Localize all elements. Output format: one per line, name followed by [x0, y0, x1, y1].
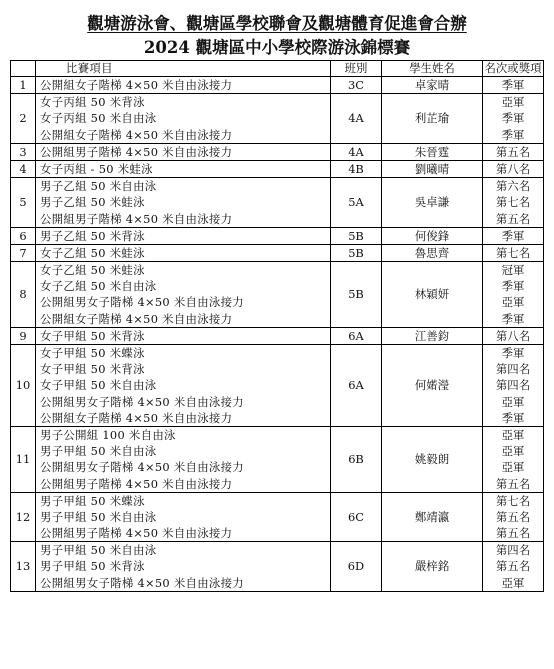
- class-value: 6D: [347, 559, 365, 574]
- award-cell: [483, 178, 544, 228]
- event-item: 公開組男子階梯 4×50 米自由泳接力: [40, 144, 233, 159]
- event-cell: [36, 542, 331, 592]
- class-value: 5B: [348, 228, 364, 243]
- award-cell: [483, 492, 544, 542]
- student-name-cell: [382, 160, 483, 177]
- class-cell: [331, 262, 382, 328]
- class-cell: [331, 77, 382, 94]
- student-name-cell: [382, 492, 483, 542]
- student-name-cell: [382, 244, 483, 261]
- header-student-name: 學生姓名: [382, 61, 483, 77]
- student-name: 魯思齊: [414, 245, 450, 260]
- student-name-cell: [382, 542, 483, 592]
- event-item: 公開組男女子階梯 4×50 米自由泳接力: [40, 394, 244, 409]
- student-name: 卓家晴: [414, 78, 450, 92]
- award-item: 第七名: [495, 493, 531, 508]
- event-item: 女子甲組 50 米蝶泳: [40, 346, 145, 360]
- student-name: 嚴梓銘: [414, 559, 450, 574]
- table-row: [11, 262, 544, 328]
- table-row: [11, 178, 544, 228]
- row-number-cell: [11, 262, 36, 328]
- event-item: 公開組女子階梯 4×50 米自由泳接力: [40, 410, 233, 425]
- header-event: 比賽項目: [36, 61, 331, 77]
- award-item: 季軍: [501, 127, 525, 142]
- class-value: 5B: [348, 245, 364, 260]
- row-number-cell: [11, 426, 36, 492]
- event-item: 女子甲組 50 米自由泳: [40, 378, 157, 393]
- class-value: 6B: [348, 452, 364, 467]
- event-item: 男子乙組 50 米自由泳: [40, 179, 157, 194]
- event-cell: [36, 178, 331, 228]
- event-cell: [36, 426, 331, 492]
- table-row: [11, 327, 544, 344]
- student-name: 朱晉霆: [414, 144, 450, 159]
- event-item: 女子丙組 - 50 米蛙泳: [40, 161, 153, 176]
- event-item: 女子丙組 50 米背泳: [40, 95, 145, 110]
- event-cell: [36, 244, 331, 261]
- results-table: [10, 60, 544, 592]
- table-row: [11, 143, 544, 160]
- class-value: 3C: [348, 78, 364, 92]
- student-name: 利芷瑜: [414, 111, 450, 126]
- award-cell: [483, 345, 544, 427]
- table-row: [11, 77, 544, 94]
- student-name: 劉曦晴: [414, 161, 450, 176]
- event-item: 男子乙組 50 米蛙泳: [40, 195, 145, 210]
- event-item: 公開組男女子階梯 4×50 米自由泳接力: [40, 295, 244, 310]
- award-item: 第五名: [495, 559, 531, 574]
- award-item: 冠軍: [501, 263, 525, 278]
- student-name-cell: [382, 94, 483, 144]
- row-number: 1: [19, 78, 27, 92]
- award-item: 第八名: [495, 328, 531, 343]
- award-item: 亞軍: [501, 460, 525, 475]
- student-name-cell: [382, 143, 483, 160]
- award-item: 亞軍: [501, 444, 525, 459]
- award-item: 第六名: [495, 179, 531, 194]
- student-name: 何俊鋒: [414, 228, 450, 243]
- class-value: 5B: [348, 287, 364, 302]
- class-cell: [331, 492, 382, 542]
- class-value: 4A: [348, 144, 364, 159]
- award-item: 第四名: [495, 362, 531, 377]
- award-item: 季軍: [501, 311, 525, 326]
- table-row: [11, 94, 544, 144]
- award-cell: [483, 160, 544, 177]
- award-item: 第七名: [495, 195, 531, 210]
- event-item: 女子甲組 50 米背泳: [40, 362, 145, 377]
- class-cell: [331, 178, 382, 228]
- award-item: 亞軍: [501, 394, 525, 409]
- award-item: 亞軍: [501, 295, 525, 310]
- event-item: 公開組男子階梯 4×50 米自由泳接力: [40, 526, 233, 541]
- row-number-cell: [11, 227, 36, 244]
- row-number: 11: [15, 452, 31, 467]
- row-number: 13: [15, 559, 31, 574]
- student-name: 鄭靖瀛: [414, 509, 450, 524]
- event-item: 男子甲組 50 米自由泳: [40, 444, 157, 459]
- row-number: 8: [19, 287, 27, 302]
- row-number-cell: [11, 143, 36, 160]
- header-class: 班別: [331, 61, 382, 77]
- row-number-cell: [11, 160, 36, 177]
- student-name-cell: [382, 178, 483, 228]
- event-item: 女子甲組 50 米背泳: [40, 328, 145, 343]
- class-cell: [331, 227, 382, 244]
- award-item: 季軍: [501, 78, 525, 92]
- class-value: 4B: [348, 161, 364, 176]
- event-item: 女子乙組 50 米蛙泳: [40, 245, 145, 260]
- document-subtitle: 2024 觀塘區中小學校際游泳錦標賽: [143, 38, 411, 57]
- award-cell: [483, 262, 544, 328]
- event-item: 男子公開組 100 米自由泳: [40, 427, 176, 442]
- class-value: 5A: [348, 195, 364, 210]
- award-cell: [483, 542, 544, 592]
- row-number: 10: [15, 378, 31, 393]
- class-cell: [331, 345, 382, 427]
- row-number: 4: [19, 161, 27, 176]
- student-name: 林穎妍: [414, 287, 450, 302]
- event-item: 公開組男子階梯 4×50 米自由泳接力: [40, 476, 233, 491]
- class-value: 6A: [348, 328, 364, 343]
- row-number: 7: [19, 245, 27, 260]
- row-number: 3: [19, 144, 27, 159]
- award-item: 季軍: [501, 111, 525, 126]
- event-cell: [36, 492, 331, 542]
- student-name-cell: [382, 426, 483, 492]
- award-cell: [483, 327, 544, 344]
- award-item: 第七名: [495, 245, 531, 260]
- event-item: 男子甲組 50 米自由泳: [40, 543, 157, 558]
- award-item: 第五名: [495, 476, 531, 491]
- event-item: 男子甲組 50 米背泳: [40, 559, 145, 574]
- award-item: 亞軍: [501, 575, 525, 590]
- award-cell: [483, 244, 544, 261]
- student-name: 吳卓謙: [414, 195, 450, 210]
- class-value: 6C: [348, 509, 364, 524]
- student-name-cell: [382, 345, 483, 427]
- event-item: 公開組男女子階梯 4×50 米自由泳接力: [40, 460, 244, 475]
- row-number-cell: [11, 542, 36, 592]
- event-item: 公開組女子階梯 4×50 米自由泳接力: [40, 127, 233, 142]
- row-number: 9: [19, 328, 27, 343]
- event-item: 公開組男子階梯 4×50 米自由泳接力: [40, 211, 233, 226]
- class-cell: [331, 94, 382, 144]
- class-cell: [331, 542, 382, 592]
- row-number: 12: [15, 509, 31, 524]
- award-item: 第四名: [495, 378, 531, 393]
- document-title: 觀塘游泳會、觀塘區學校聯會及觀塘體育促進會合辦: [87, 14, 467, 33]
- row-number-cell: [11, 244, 36, 261]
- event-item: 公開組男女子階梯 4×50 米自由泳接力: [40, 575, 244, 590]
- table-row: [11, 160, 544, 177]
- award-cell: [483, 143, 544, 160]
- table-row: [11, 345, 544, 427]
- table-row: [11, 492, 544, 542]
- award-item: 第五名: [495, 509, 531, 524]
- award-item: 季軍: [501, 410, 525, 425]
- event-item: 男子甲組 50 米自由泳: [40, 509, 157, 524]
- event-cell: [36, 94, 331, 144]
- row-number-cell: [11, 345, 36, 427]
- event-cell: [36, 143, 331, 160]
- event-item: 女子丙組 50 米自由泳: [40, 111, 157, 126]
- row-number-cell: [11, 492, 36, 542]
- table-row: [11, 542, 544, 592]
- table-row: [11, 244, 544, 261]
- table-row: [11, 227, 544, 244]
- student-name-cell: [382, 227, 483, 244]
- award-item: 亞軍: [501, 95, 525, 110]
- award-item: 第四名: [495, 543, 531, 558]
- award-cell: [483, 77, 544, 94]
- class-value: 4A: [348, 111, 364, 126]
- student-name: 江善鈞: [414, 328, 450, 343]
- table-header-row: [11, 61, 544, 77]
- student-name: 姚毅朗: [414, 452, 450, 467]
- student-name-cell: [382, 327, 483, 344]
- row-number: 2: [19, 111, 27, 126]
- award-cell: [483, 426, 544, 492]
- event-cell: [36, 227, 331, 244]
- event-item: 公開組女子階梯 4×50 米自由泳接力: [40, 311, 233, 326]
- event-item: 女子乙組 50 米自由泳: [40, 279, 157, 294]
- class-cell: [331, 143, 382, 160]
- event-item: 女子乙組 50 米蛙泳: [40, 263, 145, 278]
- award-item: 第八名: [495, 161, 531, 176]
- event-cell: [36, 327, 331, 344]
- header-number: [11, 61, 36, 77]
- event-item: 公開組女子階梯 4×50 米自由泳接力: [40, 78, 233, 92]
- event-item: 男子乙組 50 米背泳: [40, 228, 145, 243]
- row-number: 6: [19, 228, 27, 243]
- award-item: 季軍: [501, 346, 525, 360]
- event-cell: [36, 345, 331, 427]
- event-cell: [36, 262, 331, 328]
- table-row: [11, 426, 544, 492]
- award-item: 第五名: [495, 526, 531, 541]
- award-item: 季軍: [501, 228, 525, 243]
- event-cell: [36, 77, 331, 94]
- row-number-cell: [11, 178, 36, 228]
- award-item: 第五名: [495, 211, 531, 226]
- class-cell: [331, 244, 382, 261]
- award-item: 第五名: [495, 144, 531, 159]
- class-cell: [331, 327, 382, 344]
- class-cell: [331, 426, 382, 492]
- row-number-cell: [11, 77, 36, 94]
- award-cell: [483, 227, 544, 244]
- row-number: 5: [19, 195, 27, 210]
- header-award: 名次或獎項: [483, 61, 544, 77]
- class-value: 6A: [348, 378, 364, 393]
- award-item: 亞軍: [501, 427, 525, 442]
- class-cell: [331, 160, 382, 177]
- student-name-cell: [382, 262, 483, 328]
- student-name-cell: [382, 77, 483, 94]
- event-item: 男子甲組 50 米蝶泳: [40, 493, 145, 508]
- award-cell: [483, 94, 544, 144]
- row-number-cell: [11, 94, 36, 144]
- row-number-cell: [11, 327, 36, 344]
- student-name: 何婼瀅: [414, 378, 450, 393]
- event-cell: [36, 160, 331, 177]
- award-item: 季軍: [501, 279, 525, 294]
